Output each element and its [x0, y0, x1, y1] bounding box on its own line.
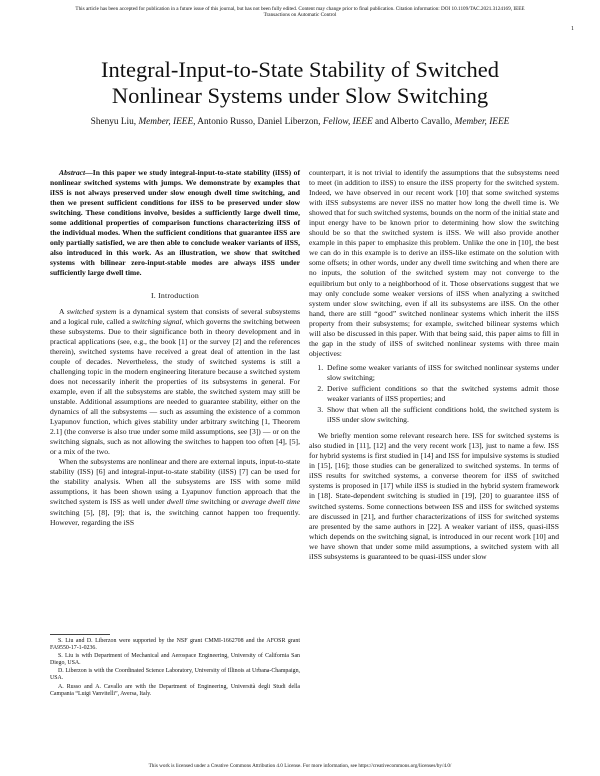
title-line-2: Nonlinear Systems under Slow Switching — [111, 83, 489, 108]
text-run: switching or — [198, 497, 242, 507]
abstract-text: —In this paper we study integral-input-to-state stability (iISS) of nonlinear switched systems with jumps. We demonstrate by examples that iISS is not always preserved under slow enough dwell time switching, and then we present sufficient conditions for iISS to be preserved under slow switching. These conditions involve, besides a sufficiently large dwell time, some additional properties of comparison functions characterizing iISS of the individual modes. When the sufficient conditions that guarantee iISS are only partially satisfied, we are then able to conclude weaker variants of iISS, also introduced in this work. As an illustration, we show that switched systems with bilinear zero-input-stable modes are always iISS under sufficiently large dwell time. — [50, 168, 300, 278]
footnote-funding: S. Liu and D. Liberzon were supported by the NSF grant CMMI-1662708 and the AFOSR grant FA9550-17-1-0236. — [50, 638, 300, 652]
objectives-list — [309, 363, 559, 425]
text-run: , which governs the switching between these subsystems. Due to their significance both in theory development and in practical applications (see, e.g., the book [1] or the survey [2] and the references therein), switched systems have received a great deal of attention in the last couple of decades. Nevertheless, the study of switched systems is still a challenging topic in the modern engineering literature because a switched system does not necessarily inherit the properties of its subsystems in general. For example, even if all the subsystems are stable, the switched system may still be unstable. Additional assumptions are needed to guarantee stability, either on the dynamics of all the subsystems — such as assuming the existence of a common Lyapunov function, which gives stability under arbitrary switching [1, Theorem 2.1] (the converse is also true under some mild assumptions, see [3]) — or on the switching signals, such as not allowing the switches to happen too often [4], [5], or a mix of the two. — [50, 316, 300, 457]
footnote-divider — [50, 634, 110, 635]
footnote-affiliation-liu: S. Liu is with Department of Mechanical and Aerospace Engineering, University of California San Diego, USA. — [50, 653, 300, 667]
intro-paragraph-3: counterpart, it is not trivial to identify the assumptions that the subsystems need to meet (in addition to iISS) to ensure the iISS property for the switched system. Indeed, we have observed in our recent work [10] that some switched systems with iISS subsystems are never iISS no matter how long the dwell time is. We showed that for such switched systems, bounds on the norm of the initial state and input energy have to be known prior to determining how slow the switching should be so that the switched system is iISS. We will also provide another example in this paper to emphasize this problem. Unlike the one in [10], the best we can do in this example is to derive an iISS-like estimate on the solution with some offsets; in other words, under any dwell time switching and when there are no inputs, the solution of the switched system may not converge to the equilibrium but only to a neighborhood of it. Those observations suggest that we may only conclude some weaker versions of iISS when analyzing a switched system under slow switching, even if all its subsystems are iISS. On the other hand, there are still “good” switched nonlinear systems which inherit the iISS property from their subsystems; for example, switched bilinear systems which will also be discussed in this paper. With that being said, this paper aims to fill in the gap in the study of iISS of switched nonlinear systems with three main objectives: — [309, 168, 559, 358]
list-item: 3. Show that when all the sufficient conditions hold, the switched system is iISS under slow switching. — [325, 405, 559, 425]
paper-title — [30, 57, 570, 109]
text-run: A — [59, 306, 67, 316]
emphasis-term: dwell time — [166, 497, 199, 507]
author-4-role: Member, IEEE — [454, 117, 510, 127]
journal-header-note — [8, 6, 592, 18]
left-column — [50, 168, 300, 528]
emphasis-term: average dwell time — [241, 497, 300, 507]
author-list — [30, 117, 570, 127]
title-line-1: Integral-Input-to-State Stability of Switched — [100, 57, 500, 82]
emphasis-term: switching signal — [131, 316, 182, 326]
author-1-role: Member, IEEE — [138, 117, 194, 127]
text-run: When the subsystems are nonlinear and there are external inputs, input-to-state stability (ISS) [6] and integral-input-to-state stability (iISS) [7] can be used for the stability analysis. When all the subsystems are ISS with some mild assumptions, it has been shown using a Lyapunov function approach that the switched system is ISS as well under — [50, 457, 300, 507]
author-3-role: Fellow, IEEE — [322, 117, 373, 127]
intro-paragraph-2 — [50, 457, 300, 527]
author-4: and Alberto Cavallo, — [372, 117, 455, 127]
abstract — [50, 168, 300, 279]
text-run: switching [5], [8], [9]; that is, the switching cannot happen too frequently. However, regarding the iSS — [50, 507, 300, 527]
author-2-3: , Antonio Russo, Daniel Liberzon, — [193, 117, 323, 127]
right-column — [309, 168, 559, 562]
emphasis-term: switched system — [66, 306, 117, 316]
footnote-affiliation-russo-cavallo: A. Russo and A. Cavallo are with the Department of Engineering, Università degli Studi della Campania “Luigi Vanvitelli”, Aversa, Italy. — [50, 683, 300, 697]
page-number: 1 — [571, 26, 574, 32]
author-1: Shenyu Liu, — [90, 117, 139, 127]
footnote-affiliation-liberzon: D. Liberzon is with the Coordinated Science Laboratory, University of Illinois at Urbana-Champaign, USA. — [50, 668, 300, 682]
abstract-label: Abstract — [59, 168, 86, 177]
list-item: 2. Derive sufficient conditions so that the switched systems admit those weaker variants of iISS properties; and — [325, 384, 559, 404]
section-heading-introduction: I. Introduction — [150, 290, 200, 300]
list-item: 1. Define some weaker variants of iISS for switched nonlinear systems under slow switching; — [325, 363, 559, 383]
header-note-line-2: Transactions on Automatic Control — [263, 12, 337, 19]
license-note: This work is licensed under a Creative Commons Attribution 4.0 License. For more information, see https://creativecommons.org/licenses/by/4.0/ — [148, 763, 452, 769]
header-note-line-1: This article has been accepted for publication in a future issue of this journal, but has not been fully edited. Content may change prior to final publication. Citation information: DOI 10.1109/TAC.2021.3124169, IEEE — [75, 6, 525, 12]
footnotes — [50, 634, 300, 699]
intro-paragraph-1 — [50, 307, 300, 458]
intro-paragraph-4: We briefly mention some relevant research here. ISS for switched systems is also studied in [11], [12] and the very recent work [13], just to name a few. ISS for hybrid systems is first studied in [14] and ISS for impulsive systems is studied in [15], [16]; those studies can be generalized to switched systems. In terms of iISS results for switched systems, a converse theorem for iISS of switched systems is proposed in [17] while iISS is studied in the hybrid system framework in [18]. State-dependent switching is studied in [19], [20] to guarantee iISS of switched systems. Some connections between ISS and iISS for switched systems are discussed in [21], and further characterizations of iISS for switched systems are presented by the same authors in [22]. A weaker variant of iISS, quasi-iISS which depends on the switching signal, is introduced in our recent work [10] and we have shown that under some mild assumptions, a switched system with all iISS subsystems is guaranteed to be quasi-iISS under slow — [309, 431, 559, 561]
text-run: is a dynamical system that consists of several subsystems and a logical rule, called a — [50, 306, 301, 326]
